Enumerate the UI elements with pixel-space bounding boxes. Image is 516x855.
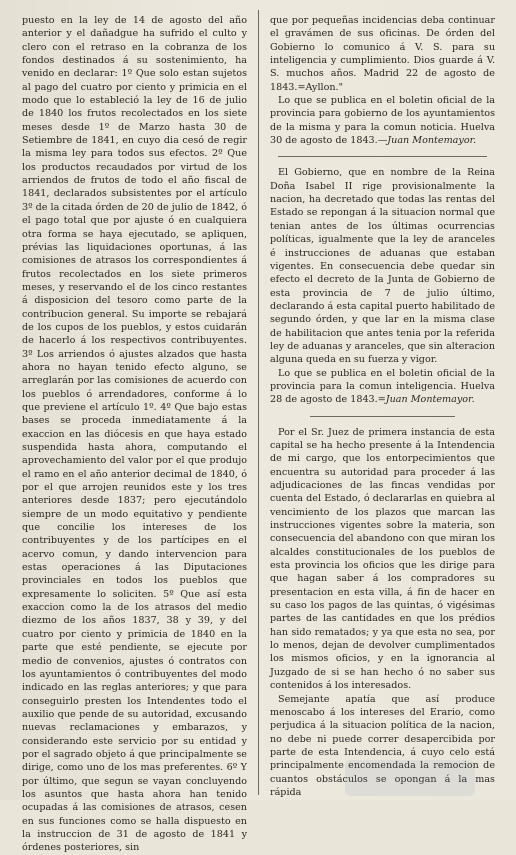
left-column — [22, 14, 247, 854]
notice-paragraph-2: Semejante apatía que así produce menoscabo á los intereses del Erario, como perjudica á la situacion política de la nacion, no debe ni puede correr desapercibida por parte de esta Intendencia, á cuyo celo está principalmente encomendada la remocion de cuantos obstáculos se opongan á la mas rápida — [270, 693, 495, 798]
column-divider — [258, 10, 259, 795]
decree-note — [270, 367, 495, 407]
left-paragraph: puesto en la ley de 14 de agosto del año anterior y el dañadgue ha sufrido el culto y clero con el retraso en la cobranza de los fondos destinados á su sostenimiento, ha venido en declarar: 1º Que solo estan sujetos al pago del cuatro por ciento y primicia en el modo que lo estableció la ley de 16 de julio de 1840 los frutos recolectados en los siete meses desde 1º de Marzo hasta 30 de Setiembre de 1841, en cuyo dia cesó de regir la misma ley para todos sus efectos. 2º Que los productos recaudados por virtud de los arriendos de frutos de todo el año fiscal de 1841, declarados subsistentes por el artículo 3º de la citada órden de 20 de julio de 1842, ó el pago total que por ajuste ó en cualquiera otra forma se haya ejecutado, se apliquen, prévias las liquidaciones oportunas, á las comisiones de atrasos los correspondientes á frutos recolectados en los siete primeros meses, y reservando el de los cinco restantes á disposicion del tesoro como parte de la contribucion general. Su importe se rebajará de los cupos de los pueblos, y estos cuidarán de hacerlo á los respectivos contribuyentes. 3º Los arriendos ó ajustes alzados que hasta ahora no hayan tenido efecto alguno, se arreglarán por las comisiones de acuerdo con los pueblos ó arrendadores, conforme á lo que previene el artículo 1º. 4º Que bajo estas bases se proceda inmediatamente á la exaccion en las diócesis en que haya estado suspendida hasta ahora, computando el aprovechamiento del valor por el que produjo el ramo en el año anterior decimal de 1840, ó por el que arrojen reunidos este y los tres anteriores desde 1837; pero ejecutándolo siempre de un modo equitativo y pendiente que concilie los intereses de los contribuyentes y de los partícipes en el acervo comun, y dando intervencion para estas operaciones á las Diputaciones provinciales en todos los pueblos que expresamente lo soliciten. 5º Que así esta exaccion como la de los atrasos del medio diezmo de los años 1837, 38 y 39, y del cuatro por ciento y primicia de 1840 en la parte que esté pendiente, se ejecute por medio de convenios, ajustes ó contratos con los ayuntamientos ó contribuyentes del modo indicado en las reglas anteriores; y que para conseguirlo presten los Intendentes todo el auxilio que pende de su autoridad, excusando nuevas reclamaciones y embarazos, y considerando este servicio por su entidad y por el sagrado objeto á que principalmente se dirige, como uno de los mas preferentes. 6º Y por último, que segun se vayan concluyendo los asuntos que hasta ahora han tenido ocupadas á las comisiones de atrasos, cesen en sus funciones como se halla dispuesto en la instruccion de 31 de agosto de 1841 y órdenes posteriores, sin — [22, 15, 247, 854]
section-divider — [310, 416, 455, 417]
decree-paragraph: El Gobierno, que en nombre de la Reina Doña Isabel II rige provisionalmente la nacion, ha decretado que todas las rentas del Estado se repongan á la situacion normal que tenian antes de los últimas ocurrencias políticas, igualmente que la ley de aranceles é instrucciones de aduanas que estaban vigentes. En consecuencia debe quedar sin efecto el decreto de la Junta de Gobierno de esta provincia de 7 de julio último, declarando á esta capital puerto habilitado de segundo órden, y que lar en la misma clase de habilitacion que antes tenia por la referida ley de aduanas y aranceles, que sin alteracion alguna queda en su fuerza y vigor. — [270, 167, 495, 366]
publication-signature: Juan Montemayor. — [387, 135, 477, 147]
library-watermark — [345, 760, 475, 796]
publication-note-text: Lo que se publica en el boletin oficial de la provincia para gobierno de los ayuntamientos de la misma y para la comun noticia. Huelva 30 de agosto de 1843.— — [270, 95, 495, 147]
publication-note — [270, 94, 495, 147]
notice-paragraph: Por el Sr. Juez de primera instancia de esta capital se ha hecho presente á la Intendencia de mi cargo, que los entorpecimientos que encuentra su autoridad para proceder á las adjudicaciones de las fincas vendidas por cuenta del Estado, ó declararlas en quiebra al vencimiento de los plazos que marcan las instrucciones vigentes sobre la materia, son consecuencia del abandono con que miran los alcaldes constitucionales de los pueblos de esta provincia los oficios que les dirige para que hagan saber á los compradores su presentacion en esta villa, á fin de hacer en su caso los pagos de las quintas, ó vigésimas partes de las cantidades en que los prédios han sido rematados; y ya que esta no sea, por lo menos, dejan de devolver cumplimentados los mismos oficios, y en la ignorancia al Juzgado de si se han hecho ó no saber sus contenidos á los interesados. — [270, 426, 495, 692]
decree-note-text: Lo que se publica en el boletin oficial de la provincia para la comun inteligencia. Huelva 28 de agosto de 1843.= — [270, 367, 495, 406]
decree-signature: Juan Montemayor. — [385, 394, 475, 406]
continuation-paragraph: que por pequeñas incidencias deba continuar el gravámen de sus oficinas. De órden del Gobierno lo comunico á V. S. para su inteligencia y cumplimiento. Dios guarde á V. S. muchos años. Madrid 22 de agosto de 1843.=Ayllon." — [270, 15, 495, 93]
right-column — [270, 14, 495, 798]
section-divider — [278, 156, 487, 157]
